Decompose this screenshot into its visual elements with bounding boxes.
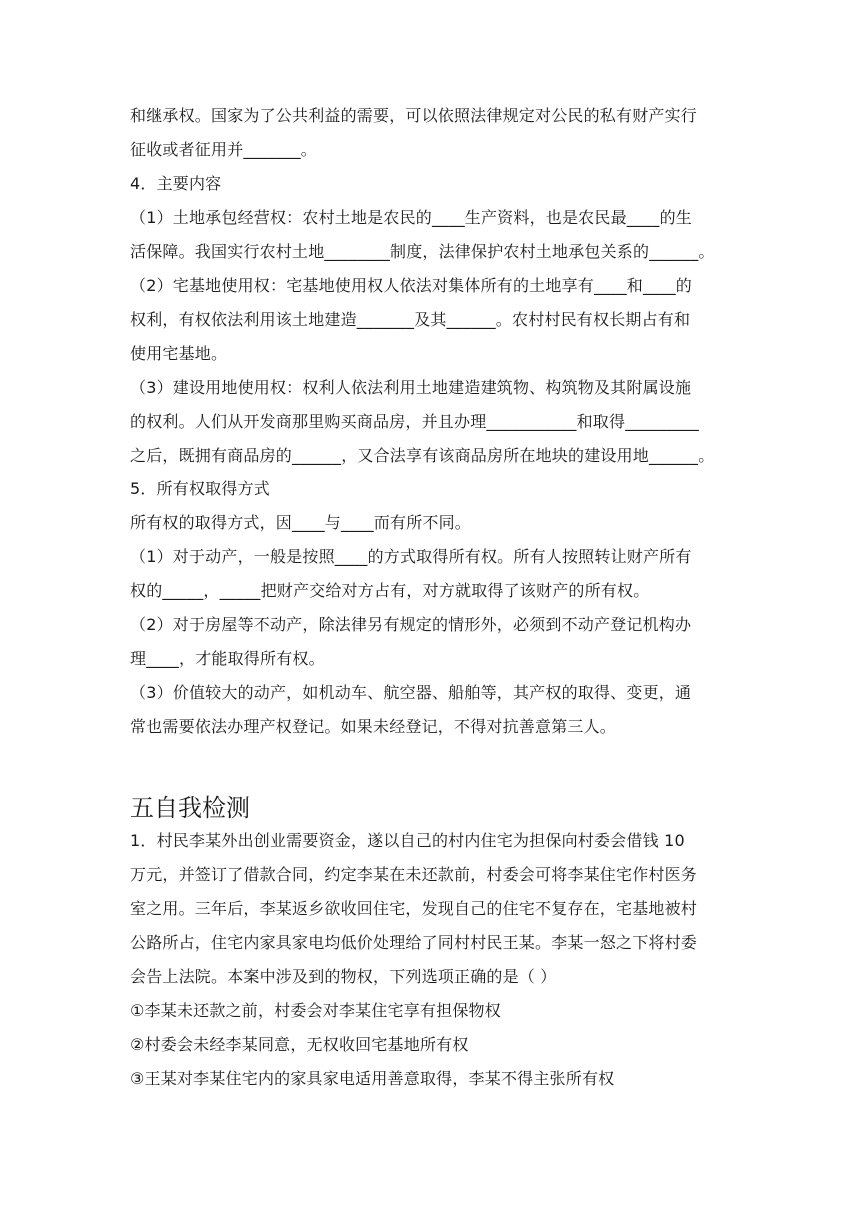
question-line: 室之用。三年后，李某返乡欲收回住宅，发现自己的住宅不复存在，宅基地被村	[130, 899, 698, 918]
text-line: 之后，既拥有商品房的______，又合法享有该商品房所在地块的建设用地______。	[130, 446, 715, 465]
text-line: 权利，有权依法利用该土地建造_______及其______。农村村民有权长期占有和	[130, 310, 691, 329]
question-line: 万元，并签订了借款合同，约定李某在未还款前，村委会可将李某住宅作村医务	[130, 865, 698, 884]
text-line: 活保障。我国实行农村土地________制度，法律保护农村土地承包关系的______。	[130, 242, 715, 261]
section-heading: 五自我检测	[130, 794, 250, 822]
answer-option: ①李某未还款之前，村委会对李某住宅享有担保物权	[130, 1001, 501, 1020]
text-line: （2）对于房屋等不动产，除法律另有规定的情形外，必须到不动产登记机构办	[130, 615, 692, 634]
text-line: 和继承权。国家为了公共利益的需要，可以依照法律规定对公民的私有财产实行	[130, 106, 698, 125]
question-line: 会告上法院。本案中涉及到的物权，下列选项正确的是（ ）	[130, 967, 557, 986]
text-line: （3）价值较大的动产，如机动车、航空器、船舶等，其产权的取得、变更，通	[130, 683, 692, 702]
text-line: 常也需要依法办理产权登记。如果未经登记，不得对抗善意第三人。	[130, 717, 617, 736]
question-line: 1．村民李某外出创业需要资金，遂以自己的村内住宅为担保向村委会借钱 10	[130, 831, 685, 850]
text-line: 所有权的取得方式，因____与____而有所不同。	[130, 513, 472, 532]
section-title: 5．所有权取得方式	[130, 479, 270, 498]
text-line: （1）对于动产，一般是按照____的方式取得所有权。所有人按照转让财产所有	[130, 547, 692, 566]
text-line: （1）土地承包经营权：农村土地是农民的____生产资料，也是农民最____的生	[130, 208, 692, 227]
section-title: 4．主要内容	[130, 174, 222, 193]
text-line: （2）宅基地使用权：宅基地使用权人依法对集体所有的土地享有____和____的	[130, 276, 692, 295]
question-line: 公路所占，住宅内家具家电均低价处理给了同村村民王某。李某一怒之下将村委	[130, 933, 698, 952]
answer-option: ②村委会未经李某同意，无权收回宅基地所有权	[130, 1035, 469, 1054]
text-line: 的权利。人们从开发商那里购买商品房，并且办理___________和取得_________	[130, 412, 700, 431]
text-line: （3）建设用地使用权：权利人依法利用土地建造建筑物、构筑物及其附属设施	[130, 378, 692, 397]
answer-option: ③王某对李某住宅内的家具家电适用善意取得，李某不得主张所有权	[130, 1069, 615, 1088]
text-line: 征收或者征用并_______。	[130, 140, 318, 159]
text-line: 使用宅基地。	[130, 344, 228, 363]
text-line: 权的_____，_____把财产交给对方占有，对方就取得了该财产的所有权。	[130, 581, 650, 600]
text-line: 理____，才能取得所有权。	[130, 649, 325, 668]
